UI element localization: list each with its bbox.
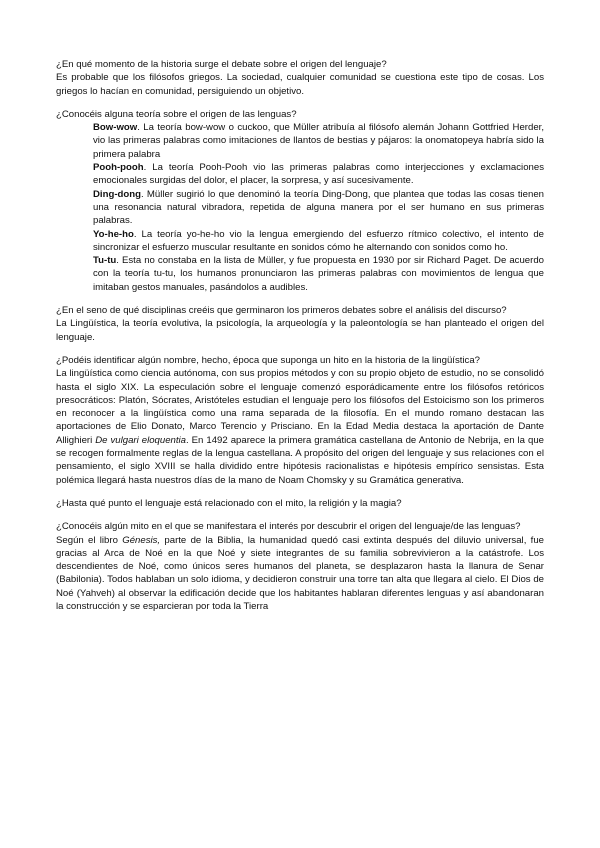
theory-text: . Müller sugirió lo que denominó la teoría Ding-Dong, que plantea que todas las cosas tienen una resonancia natural vibradora, repetida de alguna manera por el ser humano en sus primeras palabras.: [93, 188, 544, 227]
book-title: Génesis,: [122, 534, 161, 546]
question-myth-origin: ¿Conocéis algún mito en el que se manifestara el interés por descubrir el origen del lenguaje/de las lenguas?: [56, 521, 521, 533]
question-disciplines: ¿En el seno de qué disciplinas creéis que germinaron los primeros debates sobre el análisis del discurso?: [56, 305, 507, 317]
answer-text: Según el libro: [56, 534, 123, 546]
theory-item: [93, 121, 544, 161]
answer-milestones: [56, 367, 544, 487]
theory-text: . La teoría Pooh-Pooh vio las primeras palabras como interjecciones y exclamaciones emocionales surgidas del dolor, el placer, la sorpresa, y así sucesivamente.: [93, 162, 544, 187]
theory-term: Tu-tu: [93, 255, 117, 267]
question-theories: ¿Conocéis alguna teoría sobre el origen de las lenguas?: [56, 108, 297, 120]
theory-text: . La teoría bow-wow o cuckoo, que Müller atribuía al filósofo alemán Johann Gottfried Herder, vio las primeras palabras como imitaciones de llantos de bestias y pájaros: la onomatopeya habría sido la primera palabra: [93, 122, 544, 160]
theory-term: Pooh-pooh: [93, 162, 144, 174]
theory-list: [56, 121, 544, 294]
theory-text: . La teoría yo-he-ho vio la lengua emergiendo del esfuerzo rítmico colectivo, el intento de sincronizar el esfuerzo muscular resultante en sonidos cómo he alternando con sonidos como ho.: [93, 228, 544, 253]
question-milestones: ¿Podéis identificar algún nombre, hecho, época que suponga un hito en la historia de la lingüística?: [56, 354, 481, 366]
theory-term: Bow-wow: [93, 122, 138, 134]
answer-disciplines: La Lingüística, la teoría evolutiva, la psicología, la arqueología y la paleontología se han planteado el origen del lenguaje.: [56, 318, 544, 343]
answer-origin-debate: Es probable que los filósofos griegos. La sociedad, cualquier comunidad se cuestiona este tipo de cosas. Los griegos lo hacían en comunidad, persiguiendo un objetivo.: [56, 72, 544, 97]
theory-term: Yo-he-ho: [93, 228, 134, 240]
theory-term: Ding-dong: [93, 188, 141, 200]
question-myth-religion: ¿Hasta qué punto el lenguaje está relacionado con el mito, la religión y la magia?: [56, 497, 402, 509]
theory-text: . Esta no constaba en la lista de Müller, y fue propuesta en 1930 por sir Richard Paget. De acuerdo con la teoría tu-tu, los humanos pronunciaron las primeras palabras con movimientos de lengua que imitaban gestos manuales, pasándolos a audibles.: [93, 255, 544, 293]
document-page: [56, 58, 544, 613]
book-title: De vulgari eloquentia: [95, 434, 187, 446]
theory-item: [93, 254, 544, 294]
theory-item: [93, 188, 544, 228]
answer-text: La lingüística como ciencia autónoma, con sus propios métodos y con su propio objeto de estudio, no se consolidó hasta el siglo XIX. La especulación sobre el lenguaje comenzó esporádicamente entre los filósofos retóricos presocráticos: Platón, Sócrates, Aristóteles estudian el lenguaje pero los filósofos del Estoicismo son los primeros en reconocer a la lingüística como una rama separada de la filosofía. En el mundo romano destacan las aportaciones de Elio Donato, Marco Terencio y Prisciano. En la Edad Media destaca la aportación de Dante Allighieri: [56, 368, 544, 446]
question-origin-debate: ¿En qué momento de la historia surge el debate sobre el origen del lenguaje?: [56, 59, 387, 70]
theory-item: [93, 228, 544, 255]
answer-text: parte de la Biblia, la humanidad quedó casi extinta después del diluvio universal, fue gracias al Arca de Noé en la que Noé y siete integrantes de su familia sobrevivieron a la catástrofe. Los descendientes de Noé, como únicos seres humanos del planeta, se desplazaron hasta la llanura de Senar (Babilonia). Todos hablaban un solo idioma, y decidieron construir una torre tan alta que llegara al cielo. El Dios de Noé (Yahveh) al observar la edificación decide que los habitantes hablaran diferentes lenguas y así abandonaran la construcción y se esparcieran por toda la Tierra: [56, 534, 544, 612]
answer-myth-origin: [56, 534, 544, 614]
answer-text: . En 1492 aparece la primera gramática castellana de Antonio de Nebrija, en la que se recogen formalmente reglas de la lengua castellana. A propósito del origen del lenguaje y sus relaciones con el pensamiento, el siglo XVIII se halla dividido entre hipótesis racionalistas e hipótesis empírico sensistas. Esta polémica llegará hasta nuestros días de la mano de Noam Chomsky y su Gramática generativa.: [56, 434, 544, 486]
theory-item: [93, 161, 544, 188]
